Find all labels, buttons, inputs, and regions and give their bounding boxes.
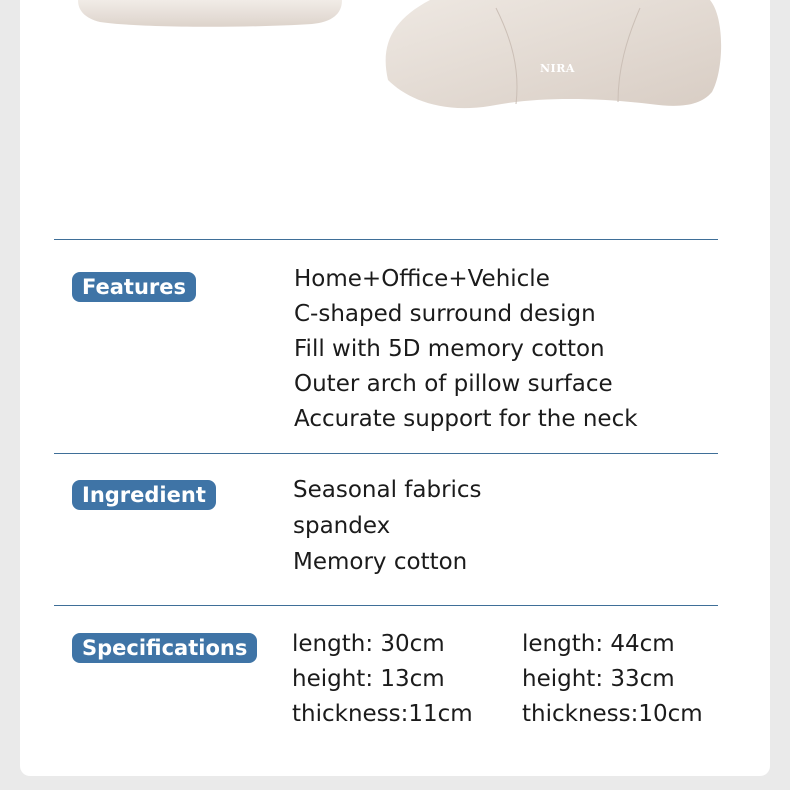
spec-right-length: length: 44cm bbox=[522, 631, 675, 657]
pillow-left bbox=[78, 0, 342, 27]
features-list bbox=[294, 262, 638, 437]
ingredient-item-1: Seasonal fabrics bbox=[293, 477, 482, 503]
spec-left-thickness: thickness:11cm bbox=[292, 701, 473, 727]
pillow-image bbox=[20, 0, 770, 200]
ingredient-item-3: Memory cotton bbox=[293, 549, 468, 575]
product-detail-card bbox=[20, 0, 770, 776]
specs-right-column bbox=[522, 627, 703, 732]
spec-right-thickness: thickness:10cm bbox=[522, 701, 703, 727]
section-divider-bottom bbox=[54, 605, 718, 606]
specifications-badge: Specifications bbox=[72, 633, 257, 663]
ingredient-item-2: spandex bbox=[293, 513, 391, 539]
features-badge: Features bbox=[72, 272, 196, 302]
spec-right-height: height: 33cm bbox=[522, 666, 675, 692]
spec-left-length: length: 30cm bbox=[292, 631, 445, 657]
features-item-1: Home+Office+Vehicle bbox=[294, 266, 550, 292]
ingredient-list bbox=[293, 472, 482, 580]
brand-logo: NIRA bbox=[540, 62, 575, 75]
pillow-right bbox=[386, 0, 721, 108]
ingredient-badge: Ingredient bbox=[72, 480, 216, 510]
features-item-2: C-shaped surround design bbox=[294, 301, 596, 327]
features-item-4: Outer arch of pillow surface bbox=[294, 371, 613, 397]
product-image-area bbox=[20, 0, 770, 200]
section-divider-middle bbox=[54, 453, 718, 454]
specs-left-column bbox=[292, 627, 473, 732]
spec-left-height: height: 13cm bbox=[292, 666, 445, 692]
features-item-5: Accurate support for the neck bbox=[294, 406, 638, 432]
features-item-3: Fill with 5D memory cotton bbox=[294, 336, 605, 362]
section-divider-top bbox=[54, 239, 718, 240]
